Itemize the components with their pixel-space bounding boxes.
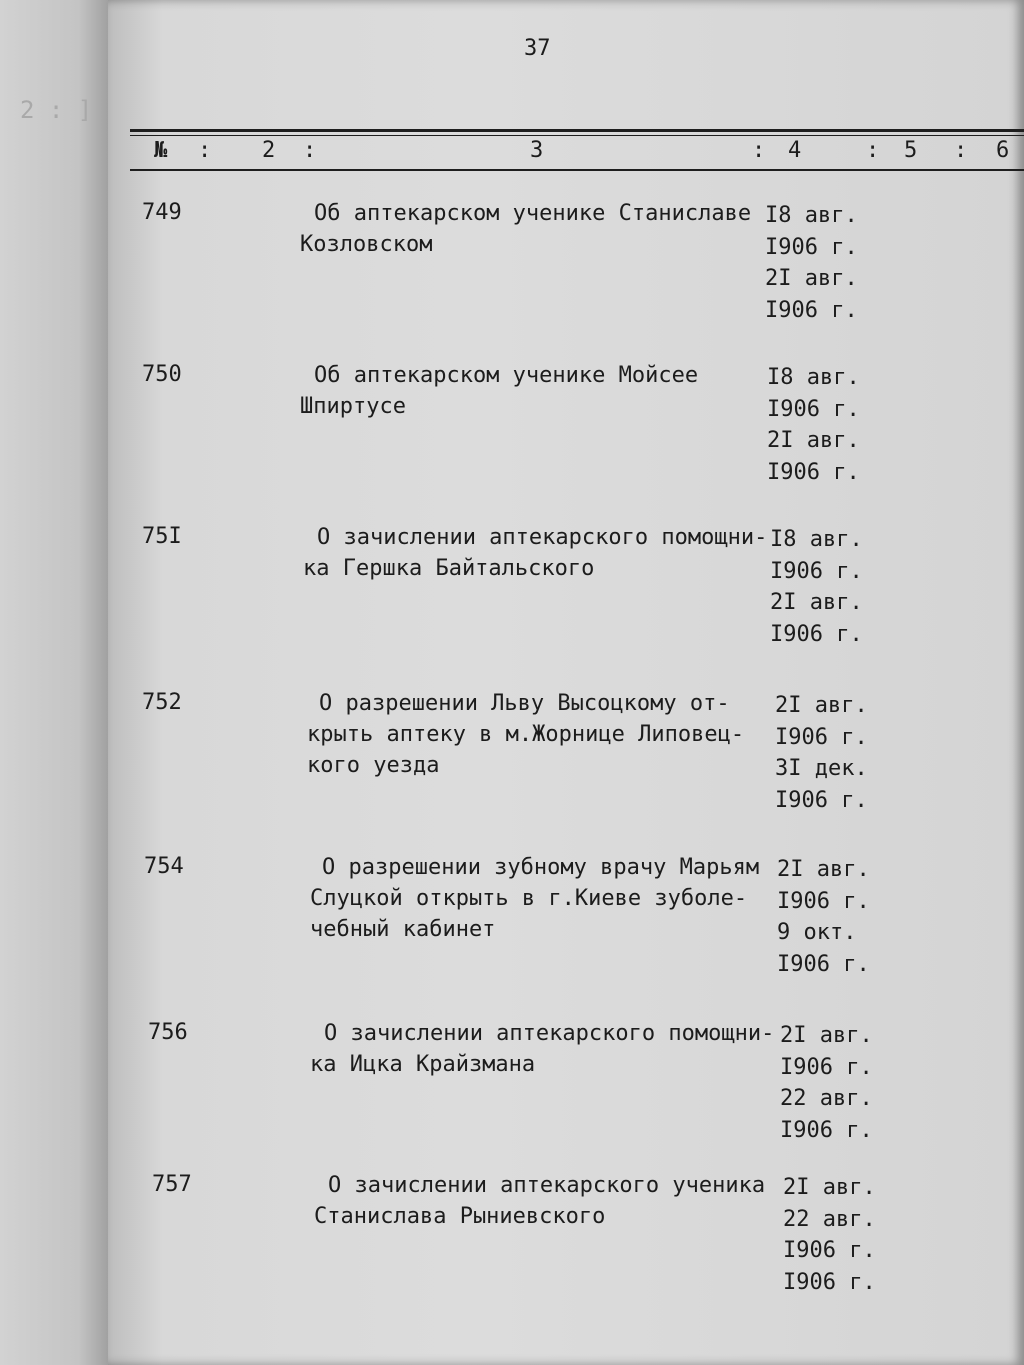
header-bottom-rule <box>130 169 1024 171</box>
description-line: Шпиртусе <box>300 394 406 419</box>
date-line: I906 г. <box>767 459 860 485</box>
header-col-number: № <box>154 138 168 163</box>
date-line: I906 г. <box>777 888 870 914</box>
entry-number: 757 <box>152 1172 192 1197</box>
entry-dates <box>783 1172 876 1298</box>
header-col-6: 6 <box>996 138 1010 163</box>
page-number: 37 <box>524 36 551 61</box>
header-separator: : <box>303 138 317 163</box>
entry-description <box>300 360 698 422</box>
date-line: 2I авг. <box>765 266 858 291</box>
entry-number: 752 <box>142 690 182 715</box>
entry-description <box>310 852 759 945</box>
date-line: I906 г. <box>783 1238 876 1263</box>
header-separator: : <box>866 138 880 163</box>
date-line: I906 г. <box>765 234 858 260</box>
facing-page-marks: 2 : ] <box>20 96 93 124</box>
entry-dates <box>767 362 860 488</box>
description-line: Об аптекарском ученике Станиславе <box>314 201 752 226</box>
entry-description <box>310 1018 774 1080</box>
entry-dates <box>770 524 863 650</box>
header-top-rule-thin <box>130 135 1024 136</box>
description-line: чебный кабинет <box>310 917 496 942</box>
entry-dates <box>777 854 870 980</box>
description-line: О зачислении аптекарского помощни- <box>317 525 768 550</box>
date-line: I906 г. <box>780 1117 873 1143</box>
entry-dates <box>775 690 868 816</box>
entry-number: 749 <box>142 200 182 225</box>
description-line: О разрешении Льву Высоцкому от- <box>319 691 730 716</box>
date-line: 2I авг. <box>777 857 870 882</box>
date-line: 2I авг. <box>767 428 860 453</box>
date-line: 2I авг. <box>770 590 863 615</box>
description-line: О зачислении аптекарского помощни- <box>324 1021 775 1046</box>
list-item <box>0 1170 1024 1320</box>
description-line: крыть аптеку в м.Жорнице Липовец- <box>307 722 745 747</box>
date-line: 2I авг. <box>780 1023 873 1048</box>
description-line: О зачислении аптекарского ученика <box>328 1173 766 1198</box>
header-top-rule <box>130 129 1024 132</box>
date-line: 2I авг. <box>783 1175 876 1200</box>
description-line: ка Ицка Крайзмана <box>310 1052 536 1077</box>
list-item <box>0 522 1024 672</box>
entry-number: 756 <box>148 1020 188 1045</box>
description-line: кого уезда <box>307 753 440 778</box>
header-col-3: 3 <box>530 138 544 163</box>
date-line: I906 г. <box>783 1269 876 1295</box>
entry-description <box>300 198 751 260</box>
date-line: I906 г. <box>775 724 868 750</box>
date-line: 3I дек. <box>775 756 868 781</box>
description-line: О разрешении зубному врачу Марьям <box>322 855 760 880</box>
date-line: 22 авг. <box>780 1086 873 1111</box>
entry-description <box>314 1170 765 1232</box>
list-item <box>0 688 1024 838</box>
date-line: I8 авг. <box>770 527 863 552</box>
date-line: I906 г. <box>780 1054 873 1080</box>
description-line: Станислава Рыниевского <box>314 1204 606 1229</box>
date-line: I906 г. <box>775 787 868 813</box>
date-line: I906 г. <box>770 621 863 647</box>
entry-description <box>307 688 744 781</box>
entry-dates <box>765 200 858 326</box>
list-item <box>0 1018 1024 1168</box>
date-line: 9 окт. <box>777 920 857 945</box>
date-line: I906 г. <box>770 558 863 584</box>
entry-number: 75I <box>142 524 182 549</box>
header-separator: : <box>752 138 766 163</box>
entry-dates <box>780 1020 873 1146</box>
date-line: I906 г. <box>765 297 858 323</box>
entry-description <box>303 522 767 584</box>
list-item <box>0 360 1024 510</box>
entry-number: 754 <box>144 854 184 879</box>
date-line: I8 авг. <box>765 203 858 228</box>
description-line: Козловском <box>300 232 433 257</box>
entry-number: 750 <box>142 362 182 387</box>
list-item <box>0 852 1024 1002</box>
date-line: 22 авг. <box>783 1206 876 1232</box>
date-line: 2I авг. <box>775 693 868 718</box>
header-col-2: 2 <box>262 138 276 163</box>
date-line: I906 г. <box>777 951 870 977</box>
description-line: Слуцкой открыть в г.Киеве зуболе- <box>310 886 748 911</box>
description-line: ка Гершка Байтальского <box>303 556 595 581</box>
header-col-5: 5 <box>904 138 918 163</box>
list-item <box>0 198 1024 348</box>
header-separator: : <box>198 138 212 163</box>
header-separator: : <box>954 138 968 163</box>
date-line: I906 г. <box>767 396 860 422</box>
description-line: Об аптекарском ученике Мойсее <box>314 363 699 388</box>
date-line: I8 авг. <box>767 365 860 390</box>
header-col-4: 4 <box>788 138 802 163</box>
